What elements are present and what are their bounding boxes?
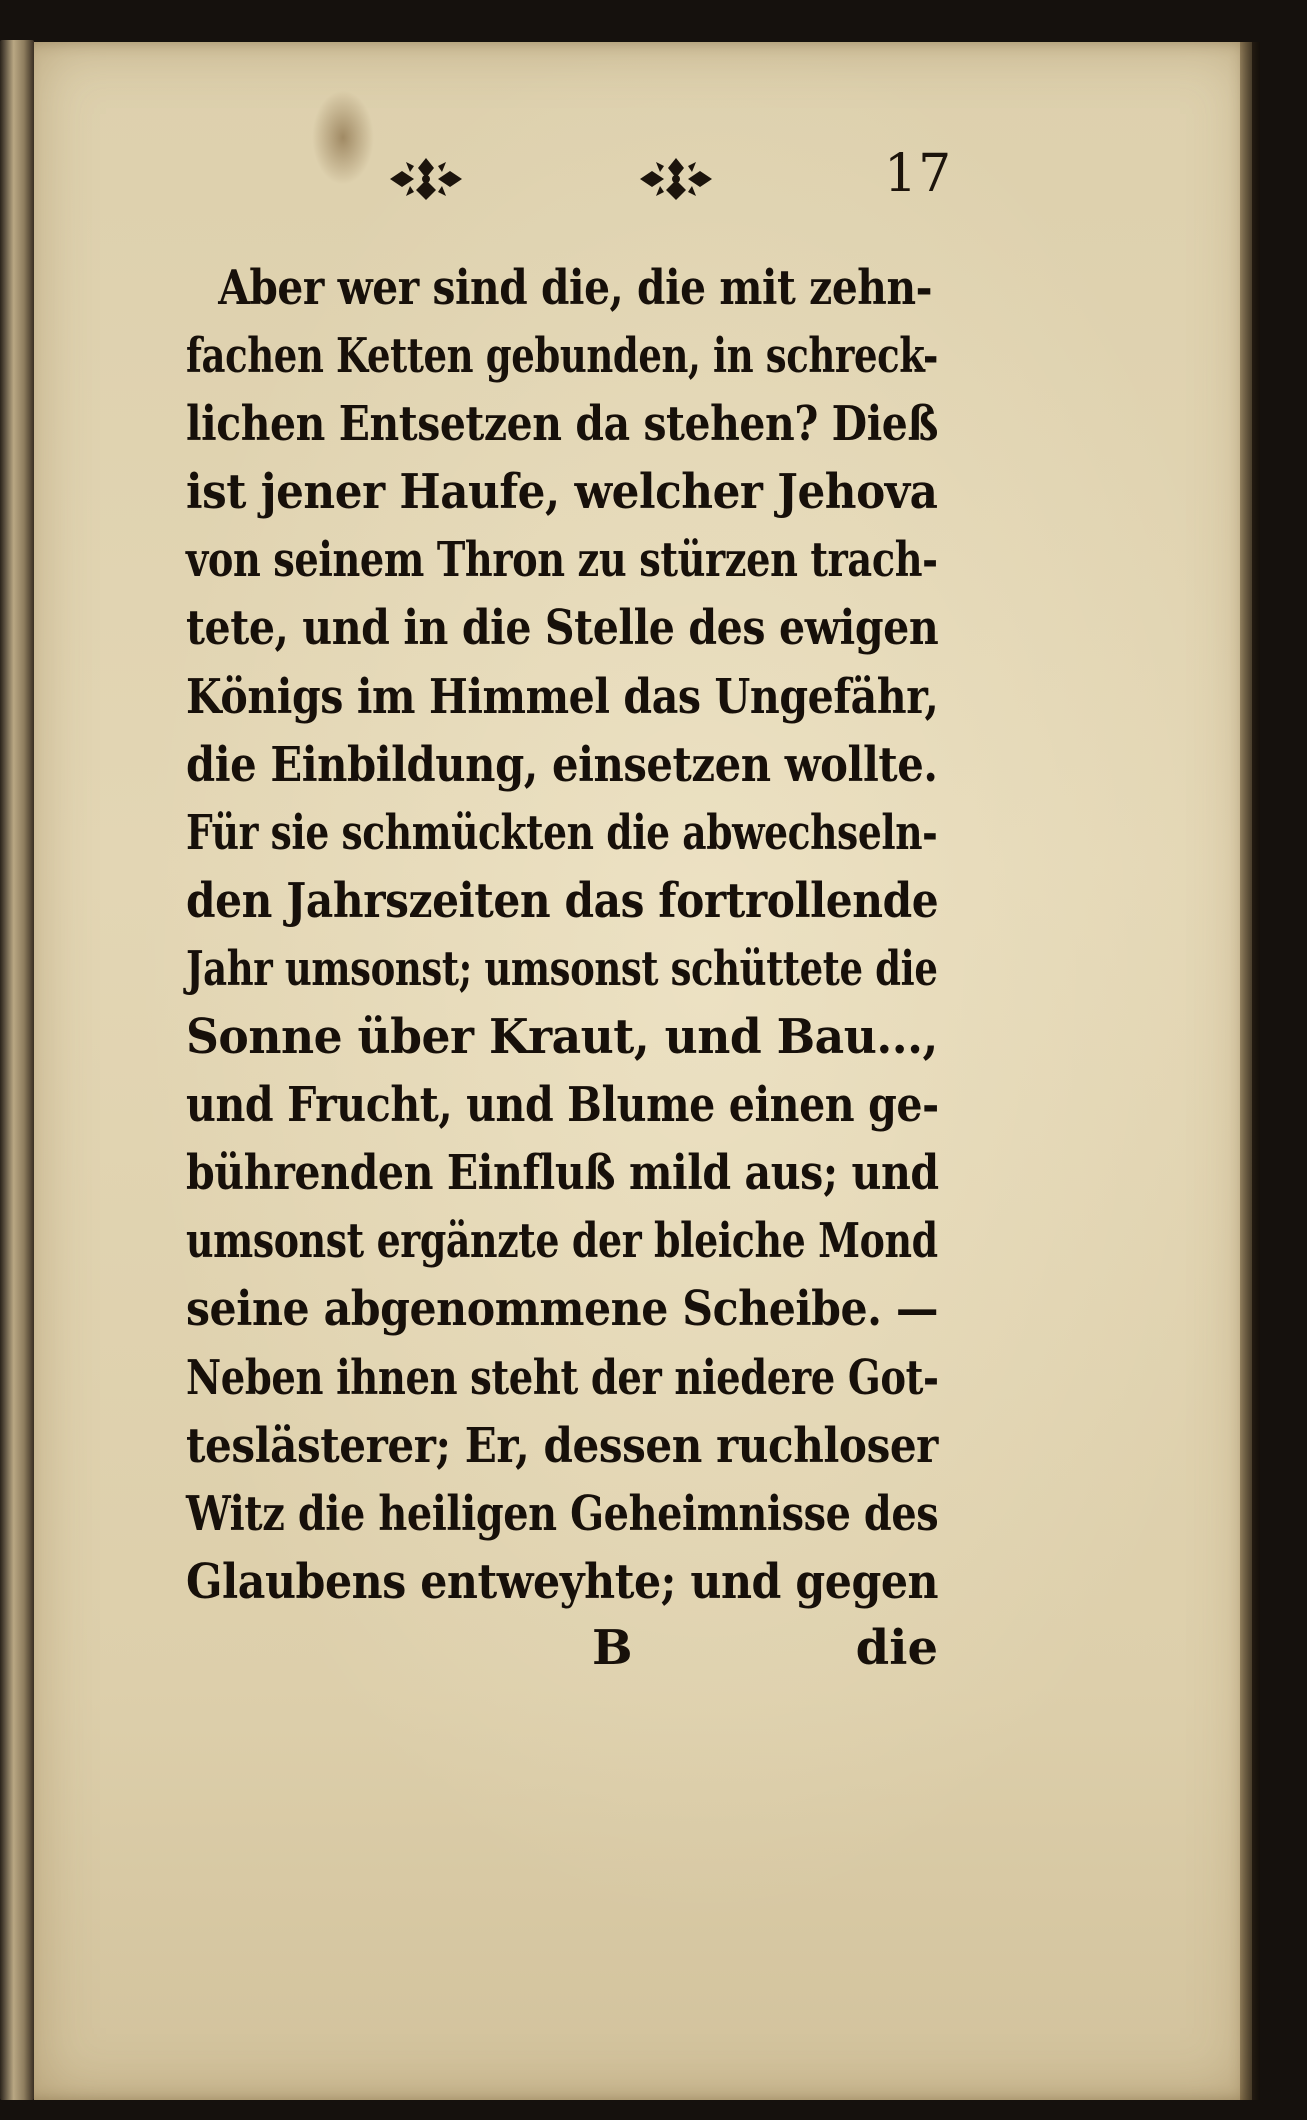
fleuron-ornament-icon [634,154,718,204]
signature-mark: B [592,1620,633,1676]
text-line: seine abgenommene Scheibe. — [186,1281,939,1338]
paper-stain [312,90,374,185]
text-line: und Frucht, und Blume einen ge- [186,1077,939,1134]
page-footer [186,1620,938,1690]
text-line: Königs im Himmel das Ungefähr, [186,668,939,725]
text-line: fachen Ketten gebunden, in schreck- [186,328,939,385]
text-line: Glaubens entweyhte; und gegen [186,1553,939,1610]
text-line: Aber wer sind die, die mit zehn- [218,260,933,316]
page-header [374,142,953,222]
text-line: umsonst ergänzte der bleiche Mond [186,1213,938,1270]
text-line: ist jener Haufe, welcher Jehova [186,464,938,521]
book-spine [0,40,34,2100]
page-edge-shadow [1240,42,1260,2100]
text-line: Für sie schmückten die abwechseln- [186,804,938,861]
text-line: lichen Entsetzen da stehen? Dieß [186,396,939,453]
text-line: Witz die heiligen Geheimnisse des [186,1485,939,1542]
body-text [186,254,938,1616]
text-line: Neben ihnen steht der niedere Got- [186,1349,939,1406]
fleuron-ornament-icon [384,154,468,204]
text-line: die Einbildung, einsetzen wollte. [186,736,938,793]
page-number: 17 [884,144,953,204]
text-line: Jahr umsonst; umsonst schüttete die [186,940,938,997]
text-line: Sonne über Kraut, und Bau..., [186,1009,938,1066]
book-page [34,42,1252,2100]
text-line: bührenden Einfluß mild aus; und [186,1145,939,1202]
text-line: von seinem Thron zu stürzen trach- [186,532,938,589]
text-line: den Jahrszeiten das fortrollende [186,872,939,929]
text-line: tete, und in die Stelle des ewigen [186,600,939,657]
text-line: teslästerer; Er, dessen ruchloser [186,1417,938,1474]
catchword: die [855,1620,938,1676]
